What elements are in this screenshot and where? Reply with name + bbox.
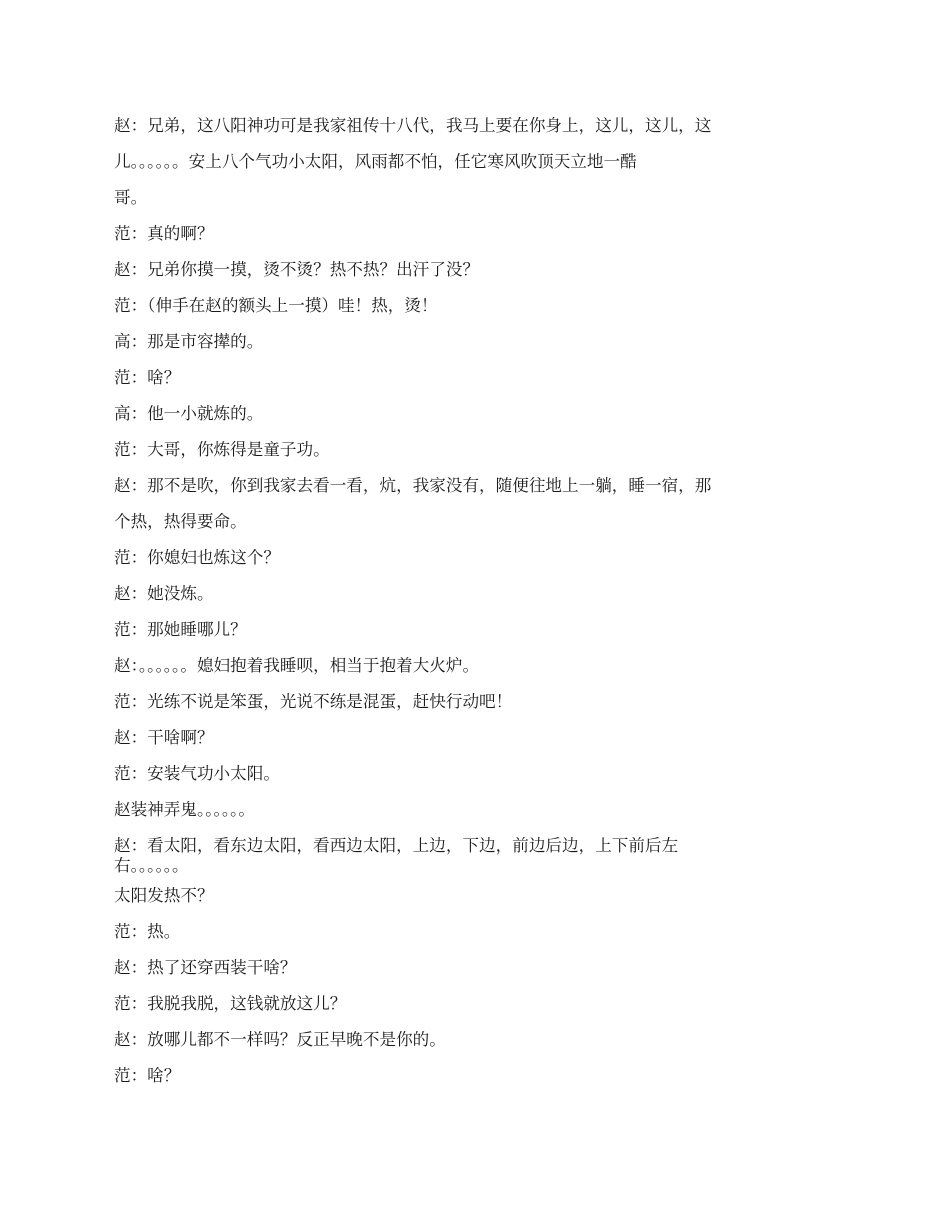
text-line: 赵：热了还穿西装干啥？ <box>114 958 297 977</box>
text-line: 赵：兄弟你摸一摸，烫不烫？热不热？出汗了没？ <box>114 260 480 279</box>
text-line: 右。。。。。。 <box>114 856 189 875</box>
text-line: 范：真的啊？ <box>114 224 214 243</box>
text-line: 范：大哥，你炼得是童子功。 <box>114 440 330 459</box>
text-line: 范：（伸手在赵的额头上一摸）哇！热，烫！ <box>114 296 438 315</box>
text-line: 太阳发热不？ <box>114 886 214 905</box>
text-line: 范：我脱我脱，这钱就放这儿？ <box>114 994 347 1013</box>
text-line: 赵：看太阳，看东边太阳，看西边太阳，上边，下边，前边后边，上下前后左 <box>114 836 679 855</box>
text-line: 赵装神弄鬼。。。。。。 <box>114 800 256 819</box>
text-line: 儿。。。。。。安上八个气功小太阳，风雨都不怕，任它寒风吹顶天立地一酷 <box>114 152 637 171</box>
text-line: 范：光练不说是笨蛋，光说不练是混蛋，赶快行动吧！ <box>114 692 513 711</box>
text-line: 范：啥？ <box>114 1066 181 1085</box>
text-line: 个热，热得要命。 <box>114 512 247 531</box>
text-line: 赵：那不是吹，你到我家去看一看，炕，我家没有，随便往地上一躺，睡一宿，那 <box>114 476 712 495</box>
text-line: 范：热。 <box>114 922 181 941</box>
text-line: 赵：兄弟，这八阳神功可是我家祖传十八代，我马上要在你身上，这儿，这儿，这 <box>114 116 712 135</box>
text-line: 赵：。。。。。。媳妇抱着我睡呗，相当于抱着大火炉。 <box>114 656 480 675</box>
text-line: 赵：放哪儿都不一样吗？反正早晚不是你的。 <box>114 1030 446 1049</box>
text-line: 范：安装气功小太阳。 <box>114 764 280 783</box>
text-line: 哥。 <box>114 188 148 207</box>
text-line: 高：那是市容撵的。 <box>114 332 264 351</box>
text-line: 赵：她没炼。 <box>114 584 214 603</box>
text-line: 高：他一小就炼的。 <box>114 404 264 423</box>
text-line: 范：那她睡哪儿？ <box>114 620 247 639</box>
text-line: 范：啥？ <box>114 368 181 387</box>
text-line: 范：你媳妇也炼这个？ <box>114 548 280 567</box>
text-line: 赵：干啥啊？ <box>114 728 214 747</box>
